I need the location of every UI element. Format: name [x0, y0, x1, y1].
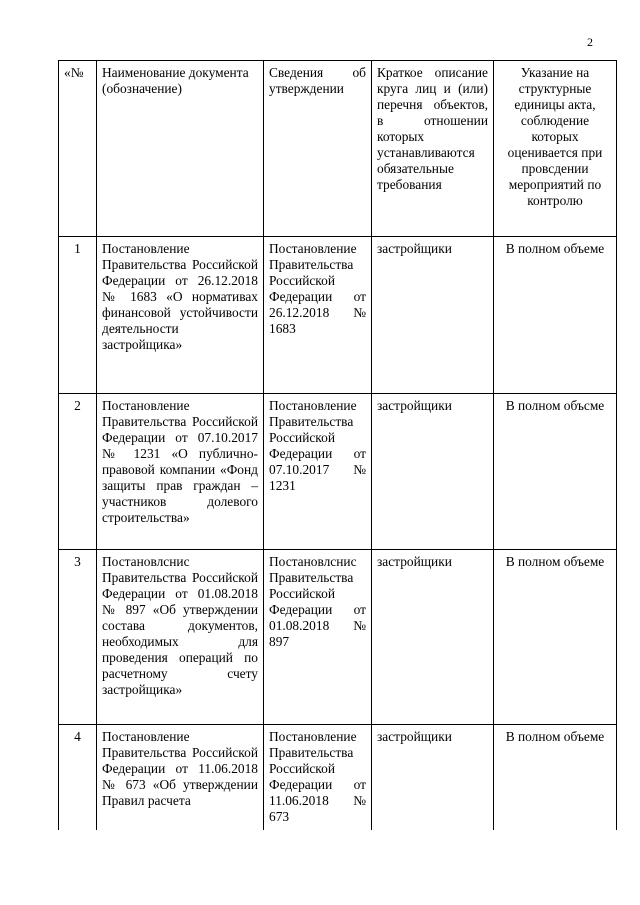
approval-info: Постановление Правительства Российской Федерации от 07.10.2017 № 1231 — [264, 394, 372, 550]
approval-info: Постановлснис Правительства Российской Федерации от 01.08.2018 № 897 — [264, 550, 372, 725]
document-name: Постановление Правительства Российской Федерации от 26.12.2018 № 1683 «О нормативах финансовой устойчивости деятельности застройщика» — [97, 237, 264, 394]
document-name: Постановление Правительства Российской Федерации от 11.06.2018 № 673 «Об утверждении Правил расчета — [97, 725, 264, 830]
header-number: «№ — [59, 61, 97, 237]
structural-units: В полном объеме — [494, 237, 617, 394]
row-number: 2 — [59, 394, 97, 550]
row-number: 1 — [59, 237, 97, 394]
persons-description: застройщики — [372, 550, 494, 725]
table-row — [59, 237, 617, 394]
structural-units: В полном объеме — [494, 550, 617, 725]
approval-info: Постановление Правительства Российской Федерации от 26.12.2018 № 1683 — [264, 237, 372, 394]
header-structural-units: Указание на структурные единицы акта, соблюдение которых оценивается при провсдении мероприятий по контролю — [494, 61, 617, 237]
table-row — [59, 394, 617, 550]
approval-info: Постановление Правительства Российской Федерации от 11.06.2018 № 673 — [264, 725, 372, 830]
row-number: 4 — [59, 725, 97, 830]
structural-units: В полном объсме — [494, 394, 617, 550]
persons-description: застройщики — [372, 394, 494, 550]
document-name: Постановление Правительства Российской Федерации от 07.10.2017 № 1231 «О публично-правовой компании «Фонд защиты прав граждан – участников долевого строительства» — [97, 394, 264, 550]
persons-description: застройщики — [372, 237, 494, 394]
row-number: 3 — [59, 550, 97, 725]
structural-units: В полном объеме — [494, 725, 617, 830]
requirements-table — [58, 60, 617, 830]
page-number: 2 — [587, 35, 593, 49]
table-header-row — [59, 61, 617, 237]
table-row — [59, 725, 617, 830]
header-document-name: Наименование документа (обозначение) — [97, 61, 264, 237]
header-approval: Сведения об утверждении — [264, 61, 372, 237]
table-row — [59, 550, 617, 725]
persons-description: застройщики — [372, 725, 494, 830]
header-persons: Краткое описание круга лиц и (или) перечня объектов, в отношении которых устанавливаются обязательные требования — [372, 61, 494, 237]
document-name: Постановлснис Правительства Российской Федерации от 01.08.2018 № 897 «Об утверждении состава документов, необходимых для проведения операций по расчетному счету застройщика» — [97, 550, 264, 725]
